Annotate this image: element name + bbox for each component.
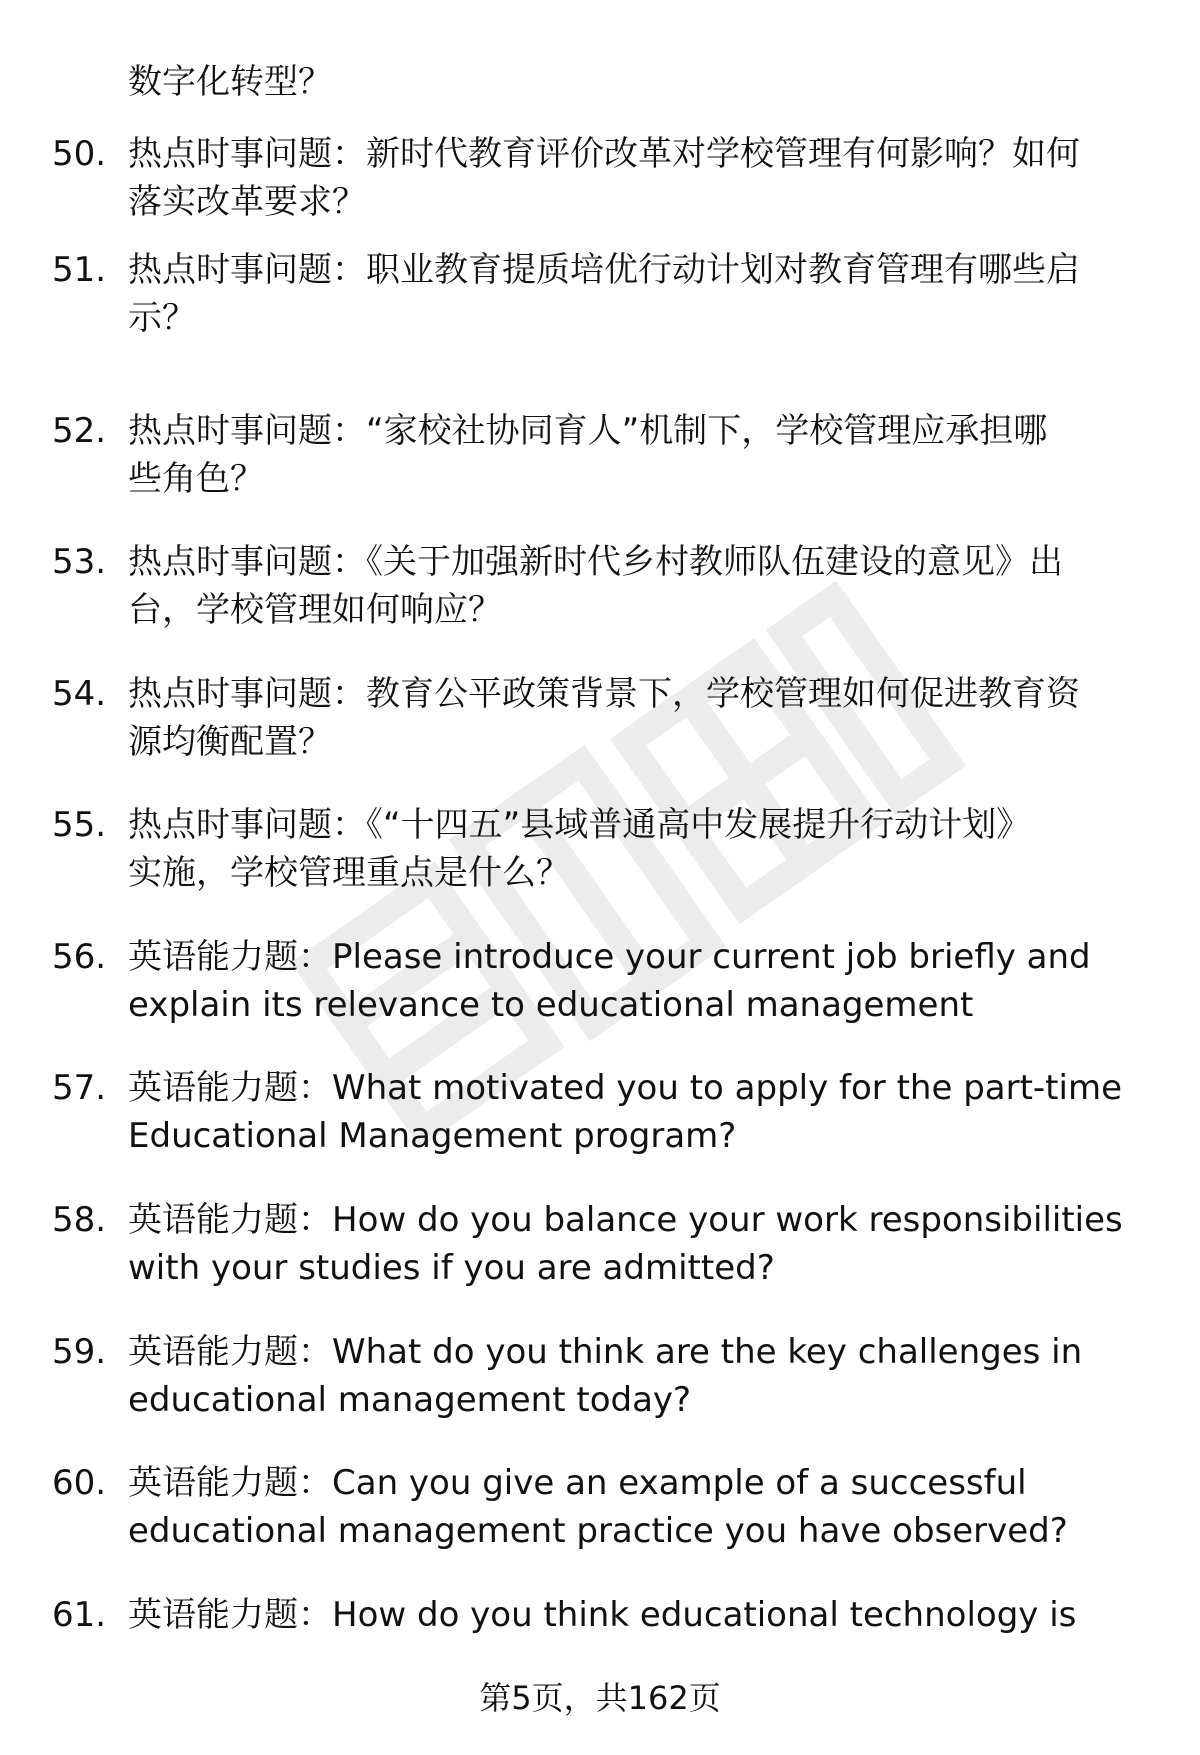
question-number: 56. bbox=[52, 937, 107, 977]
continued-question-text: 数字化转型？ bbox=[128, 62, 332, 102]
question-text bbox=[128, 538, 1158, 634]
question-line: 热点时事问题：“家校社协同育人”机制下，学校管理应承担哪 bbox=[128, 411, 1048, 451]
question-text bbox=[128, 801, 1158, 897]
question-text bbox=[128, 933, 1158, 1029]
question-line: 英语能力题：What motivated you to apply for the part-time bbox=[128, 1068, 1123, 1108]
question-line: 英语能力题：How do you balance your work responsibilities bbox=[128, 1200, 1123, 1240]
question-line: 些角色？ bbox=[128, 459, 264, 499]
question-line: 英语能力题：What do you think are the key challenges in bbox=[128, 1332, 1083, 1372]
question-line: explain its relevance to educational management bbox=[128, 985, 974, 1025]
question-line: 台，学校管理如何响应？ bbox=[128, 590, 502, 630]
question-number: 60. bbox=[52, 1463, 107, 1503]
question-text bbox=[128, 1591, 1158, 1639]
question-text bbox=[128, 1064, 1158, 1160]
question-line: 热点时事问题：《关于加强新时代乡村教师队伍建设的意见》出 bbox=[128, 542, 1063, 582]
question-line: 实施，学校管理重点是什么？ bbox=[128, 853, 570, 893]
question-number: 54. bbox=[52, 674, 107, 714]
question-line: 热点时事问题：教育公平政策背景下，学校管理如何促进教育资 bbox=[128, 674, 1080, 714]
question-number: 61. bbox=[52, 1595, 107, 1635]
question-line: 热点时事问题：职业教育提质培优行动计划对教育管理有哪些启 bbox=[128, 250, 1080, 290]
question-line: educational management practice you have observed? bbox=[128, 1511, 1068, 1551]
question-number: 57. bbox=[52, 1068, 107, 1108]
question-number: 53. bbox=[52, 542, 107, 582]
question-text bbox=[128, 246, 1158, 342]
question-text bbox=[128, 670, 1158, 766]
question-line: 英语能力题：Please introduce your current job briefly and bbox=[128, 937, 1091, 977]
question-line: 热点时事问题：新时代教育评价改革对学校管理有何影响？如何 bbox=[128, 134, 1080, 174]
question-text bbox=[128, 407, 1158, 503]
question-line: 英语能力题：Can you give an example of a successful bbox=[128, 1463, 1027, 1503]
question-text bbox=[128, 1459, 1158, 1555]
question-line: Educational Management program? bbox=[128, 1116, 737, 1156]
question-number: 59. bbox=[52, 1332, 107, 1372]
question-number: 50. bbox=[52, 134, 107, 174]
question-text bbox=[128, 130, 1158, 226]
question-line: 英语能力题：How do you think educational technology is bbox=[128, 1595, 1077, 1635]
question-number: 51. bbox=[52, 250, 107, 290]
question-number: 52. bbox=[52, 411, 107, 451]
question-line: 热点时事问题：《“十四五”县域普通高中发展提升行动计划》 bbox=[128, 805, 1031, 845]
question-number: 55. bbox=[52, 805, 107, 845]
question-line: 源均衡配置？ bbox=[128, 722, 332, 762]
question-line: 示？ bbox=[128, 298, 196, 338]
question-text bbox=[128, 1328, 1158, 1424]
question-text bbox=[128, 1196, 1158, 1292]
question-number: 58. bbox=[52, 1200, 107, 1240]
question-line: educational management today? bbox=[128, 1380, 692, 1420]
question-line: with your studies if you are admitted? bbox=[128, 1248, 775, 1288]
question-line: 落实改革要求？ bbox=[128, 182, 366, 222]
page-footer: 第5页，共162页 bbox=[479, 1679, 721, 1717]
